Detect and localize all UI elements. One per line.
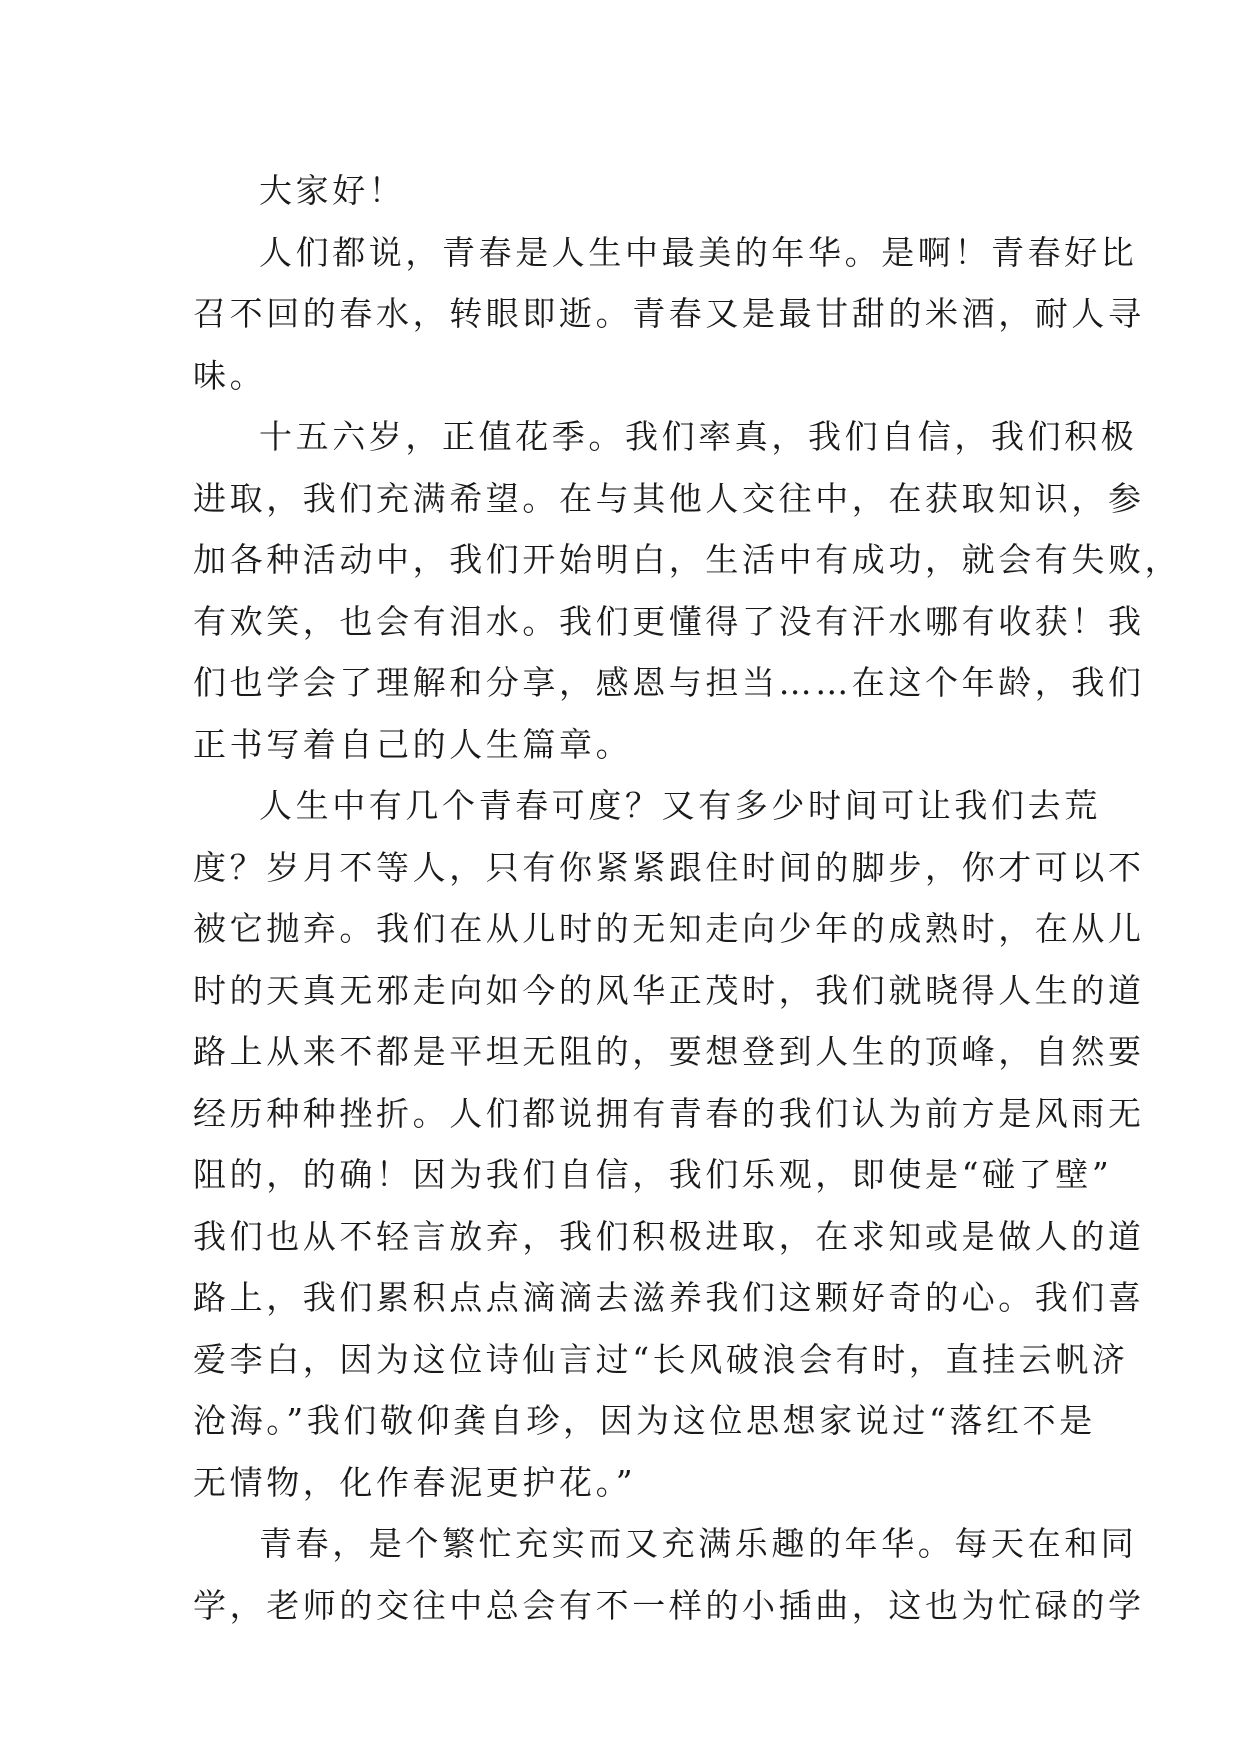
text-line: 青春，是个繁忙充实而又充满乐趣的年华。每天在和同 bbox=[259, 1524, 1138, 1563]
text-line: 有欢笑，也会有泪水。我们更懂得了没有汗水哪有收获！我 bbox=[193, 601, 1145, 641]
text-line: 无情物，化作春泥更护花。” bbox=[193, 1462, 637, 1502]
text-line: 爱李白，因为这位诗仙言过“长风破浪会有时，直挂云帆济 bbox=[193, 1339, 1129, 1379]
text-line: 路上从来不都是平坦无阻的，要想登到人生的顶峰，自然要 bbox=[193, 1032, 1145, 1071]
paragraph-4 bbox=[193, 1513, 1145, 1636]
text-line: 人们都说，青春是人生中最美的年华。是啊！青春好比 bbox=[259, 232, 1138, 272]
text-line: 们也学会了理解和分享，感恩与担当……在这个年龄，我们 bbox=[193, 663, 1145, 702]
text-line: 被它抛弃。我们在从儿时的无知走向少年的成熟时，在从儿 bbox=[193, 909, 1145, 948]
text-line: 时的天真无邪走向如今的风华正茂时，我们就晓得人生的道 bbox=[193, 970, 1145, 1010]
text-line: 进取，我们充满希望。在与其他人交往中，在获取知识，参 bbox=[193, 478, 1145, 518]
text-line: 经历种种挫折。人们都说拥有青春的我们认为前方是风雨无 bbox=[193, 1093, 1145, 1133]
text-line: 路上，我们累积点点滴滴去滋养我们这颗好奇的心。我们喜 bbox=[193, 1278, 1145, 1317]
text-line: 人生中有几个青春可度？又有多少时间可让我们去荒 bbox=[259, 786, 1101, 825]
text-line: 阻的，的确！因为我们自信，我们乐观，即使是“碰了壁” bbox=[193, 1155, 1113, 1194]
text-line: 味。 bbox=[193, 355, 267, 395]
text-line: 召不回的春水，转眼即逝。青春又是最甘甜的米酒，耐人寻 bbox=[193, 294, 1145, 333]
text-line: 十五六岁，正值花季。我们率真，我们自信，我们积极 bbox=[259, 417, 1138, 456]
text-line: 正书写着自己的人生篇章。 bbox=[193, 724, 633, 764]
paragraph-1 bbox=[193, 222, 1145, 407]
document-body bbox=[193, 160, 1182, 1636]
text-line: 沧海。”我们敬仰龚自珍，因为这位思想家说过“落红不是 bbox=[193, 1401, 1096, 1440]
paragraph-3 bbox=[193, 775, 1145, 1513]
text-line: 度？岁月不等人，只有你紧紧跟住时间的脚步，你才可以不 bbox=[193, 847, 1145, 887]
text-line: 加各种活动中，我们开始明白，生活中有成功，就会有失败， bbox=[193, 540, 1182, 579]
paragraph-2 bbox=[193, 406, 1182, 775]
text-line: 我们也从不轻言放弃，我们积极进取，在求知或是做人的道 bbox=[193, 1216, 1145, 1256]
text-line: 学，老师的交往中总会有不一样的小插曲，这也为忙碌的学 bbox=[193, 1585, 1145, 1625]
greeting-paragraph bbox=[193, 160, 1058, 222]
text-line: 大家好！ bbox=[259, 171, 406, 210]
